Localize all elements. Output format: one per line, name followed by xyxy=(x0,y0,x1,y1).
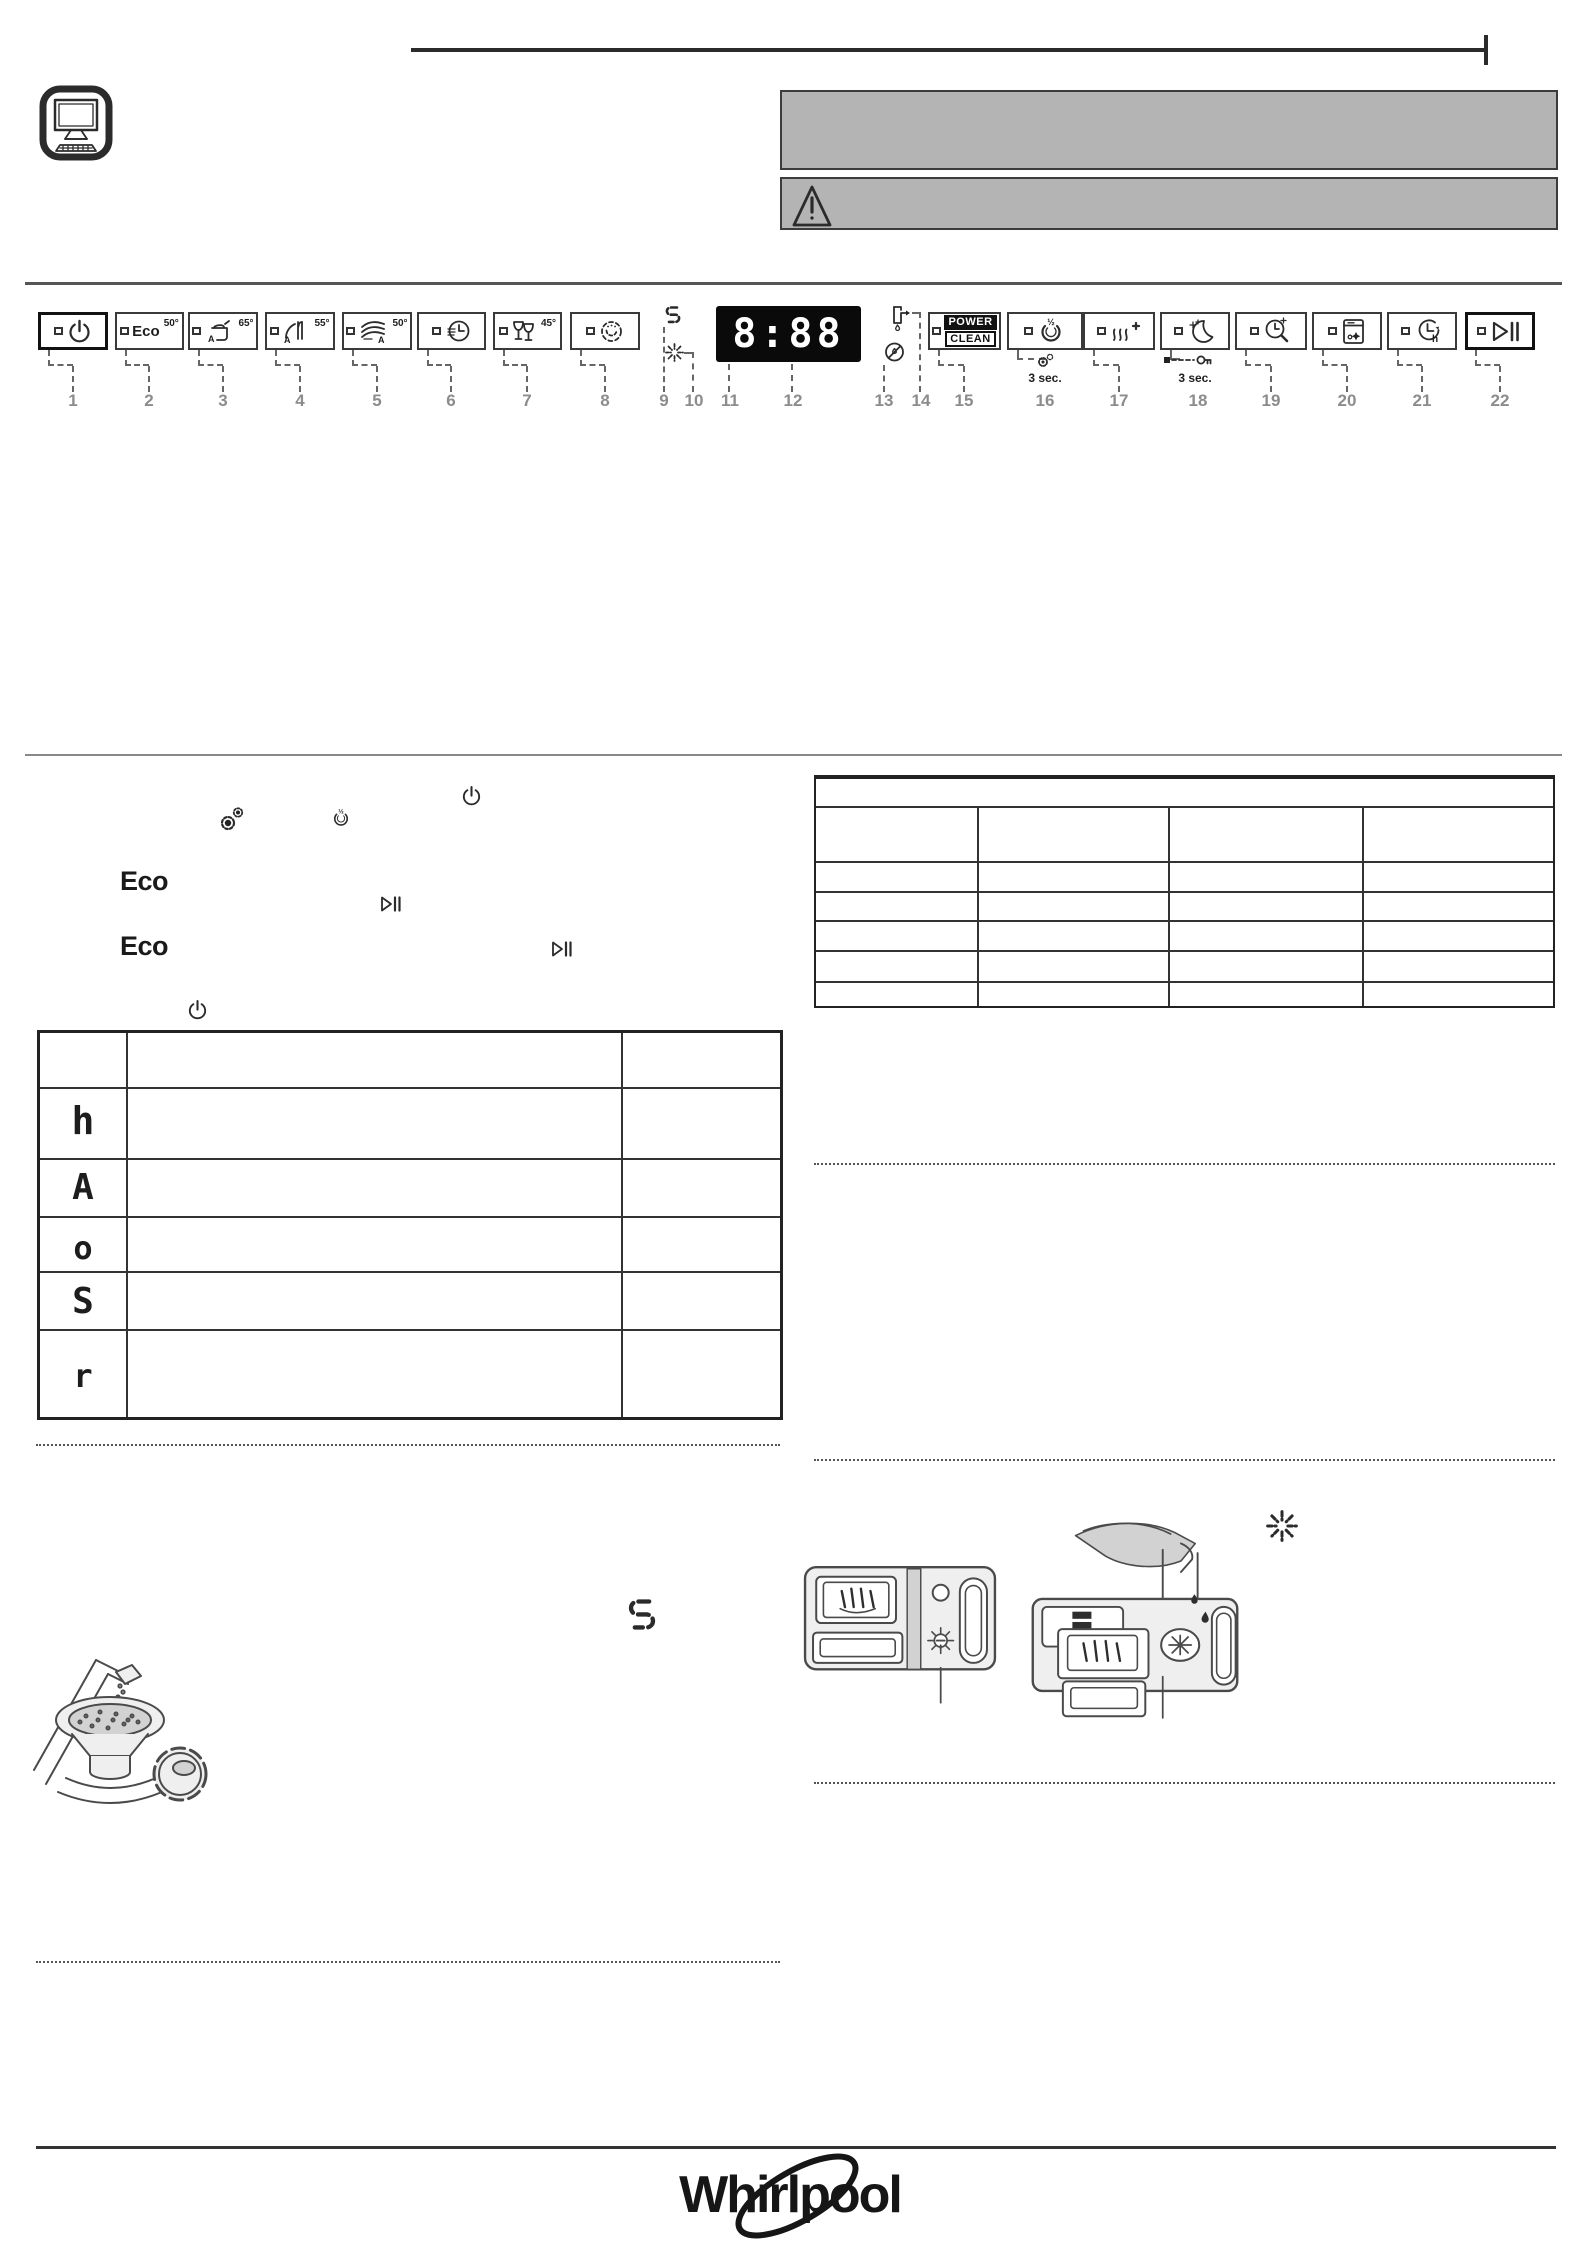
panel-number: 14 xyxy=(911,391,931,410)
connector xyxy=(1421,366,1423,392)
power-icon xyxy=(66,318,93,345)
daily-plate-clock-icon xyxy=(444,318,472,345)
top-rule-tick xyxy=(1484,35,1488,65)
intensive-pot-icon xyxy=(204,318,234,345)
power-clean-badge xyxy=(944,315,996,347)
led-indicator xyxy=(932,327,941,335)
connector xyxy=(1475,350,1500,366)
connector xyxy=(352,350,377,366)
svg-text:½: ½ xyxy=(1047,317,1055,327)
program-temp: 65° xyxy=(238,317,254,329)
led-indicator xyxy=(1024,327,1033,335)
connector xyxy=(72,366,74,392)
led-indicator xyxy=(432,327,441,335)
table-line xyxy=(40,1158,780,1160)
panel-number: 21 xyxy=(1412,391,1432,410)
panel-button-express xyxy=(1235,312,1307,350)
table-line xyxy=(816,981,1553,983)
table-line xyxy=(40,1271,780,1273)
info-box xyxy=(780,90,1558,170)
eco-label: Eco xyxy=(132,322,160,340)
detergent-dispenser-illustration xyxy=(800,1556,1000,1706)
start-pause-mini-icon xyxy=(380,896,404,912)
panel-number: 19 xyxy=(1261,391,1281,410)
connector xyxy=(222,366,224,392)
dotted-separator xyxy=(36,1961,780,1963)
panel-button-night xyxy=(1160,312,1230,350)
connector xyxy=(427,350,451,366)
led-indicator xyxy=(499,327,508,335)
panel-button-extra-dry xyxy=(1083,312,1155,350)
table-line xyxy=(977,806,979,1006)
connector xyxy=(938,350,964,366)
connector xyxy=(125,350,149,366)
fault-code: A xyxy=(72,1167,94,1208)
program-temp: 50° xyxy=(392,317,408,329)
panel-button-glasses xyxy=(493,312,562,350)
connector xyxy=(1118,366,1120,392)
panel-number: 7 xyxy=(522,391,532,410)
connector xyxy=(728,364,730,392)
key-hold-icon xyxy=(1163,352,1213,368)
half-load-icon xyxy=(1036,316,1066,346)
table-line xyxy=(816,806,1553,808)
connector xyxy=(580,350,605,366)
brand-logo xyxy=(655,2152,925,2244)
start-pause-icon xyxy=(1489,319,1523,344)
footer-rule xyxy=(36,2146,1556,2149)
power-clean-bottom-label: CLEAN xyxy=(945,331,995,347)
mixed-load-cutlery-icon xyxy=(282,318,310,345)
eco-program-name: Eco xyxy=(120,866,169,896)
warning-box xyxy=(780,177,1558,230)
soak-icon xyxy=(598,318,625,345)
panel-number: 3 xyxy=(218,391,228,410)
connector xyxy=(450,366,452,392)
half-load-mini-icon xyxy=(330,806,352,830)
display-value: 8:88 xyxy=(732,311,845,357)
computer-manual-icon xyxy=(38,84,114,162)
led-indicator xyxy=(1477,327,1486,335)
eco-program-name: Eco xyxy=(120,931,169,961)
panel-number: 1 xyxy=(68,391,78,410)
panel-number: 18 xyxy=(1188,391,1208,410)
dotted-separator xyxy=(814,1163,1555,1165)
program-temp: 45° xyxy=(540,317,557,329)
connector xyxy=(791,364,793,392)
plates-program-icon xyxy=(358,318,388,345)
dotted-separator xyxy=(36,1444,780,1446)
eco-temp: 50° xyxy=(163,317,179,329)
panel-button-eco xyxy=(115,312,184,350)
panel-button-power xyxy=(38,312,108,350)
connector xyxy=(963,366,965,392)
table-line xyxy=(816,891,1553,893)
settings-gears-icon xyxy=(219,806,245,834)
panel-number: 2 xyxy=(144,391,154,410)
rinse-aid-pouring-illustration xyxy=(1028,1518,1242,1722)
connector xyxy=(1245,350,1271,366)
connector xyxy=(883,365,885,392)
section-divider xyxy=(25,282,1562,285)
table-line xyxy=(40,1087,780,1089)
panel-number: 16 xyxy=(1035,391,1055,410)
crystal-glasses-icon xyxy=(511,318,537,345)
night-program-icon xyxy=(1186,318,1216,345)
body-divider xyxy=(25,754,1562,756)
fault-code: o xyxy=(73,1229,93,1267)
fault-code: r xyxy=(73,1357,93,1395)
panel-number: 20 xyxy=(1337,391,1357,410)
fault-code-table xyxy=(37,1030,783,1420)
led-indicator xyxy=(1097,327,1106,335)
panel-number: 17 xyxy=(1109,391,1129,410)
connector xyxy=(912,312,921,392)
panel-button-intensive xyxy=(188,312,258,350)
connector xyxy=(148,366,150,392)
time-display xyxy=(716,306,861,362)
led-indicator xyxy=(54,327,63,335)
led-indicator xyxy=(1401,327,1410,335)
table-line xyxy=(126,1033,128,1417)
program-table xyxy=(814,775,1555,1008)
salt-indicator-icon xyxy=(663,305,683,325)
warning-triangle-icon xyxy=(791,183,833,229)
connector xyxy=(198,350,223,366)
panel-number: 6 xyxy=(446,391,456,410)
panel-button-half-load xyxy=(1007,312,1083,350)
table-line xyxy=(621,1033,623,1417)
led-indicator xyxy=(270,327,279,335)
connector xyxy=(299,366,301,392)
connector xyxy=(684,352,694,392)
connector xyxy=(1499,366,1501,392)
panel-number: 22 xyxy=(1490,391,1510,410)
svg-text:A: A xyxy=(284,334,291,345)
panel-button-mixed xyxy=(265,312,335,350)
led-indicator xyxy=(192,327,201,335)
svg-text:½: ½ xyxy=(338,808,344,816)
table-line xyxy=(1362,806,1364,1006)
led-indicator xyxy=(586,327,595,335)
salt-funnel-illustration xyxy=(28,1642,224,1822)
panel-button-soak xyxy=(570,312,640,350)
panel-button-plates xyxy=(342,312,412,350)
led-indicator xyxy=(346,327,355,335)
table-line xyxy=(1168,806,1170,1006)
delay-timer-icon xyxy=(1413,317,1444,346)
panel-button-daily xyxy=(417,312,486,350)
power-mini-icon xyxy=(460,784,483,808)
tablet-detergent-icon xyxy=(1340,317,1367,346)
panel-button-power-clean xyxy=(928,312,1001,350)
rinse-aid-indicator-icon xyxy=(665,343,684,362)
tap-indicator-icon xyxy=(889,304,913,332)
connector xyxy=(526,366,528,392)
fault-code: h xyxy=(71,1099,95,1143)
led-indicator xyxy=(1250,327,1259,335)
hold-time-label: 3 sec. xyxy=(1178,371,1212,385)
panel-button-delay xyxy=(1387,312,1457,350)
panel-number: 9 xyxy=(659,391,669,410)
panel-number: 5 xyxy=(372,391,382,410)
panel-number: 10 xyxy=(684,391,704,410)
svg-text:h: h xyxy=(1431,333,1438,345)
panel-number: 4 xyxy=(295,391,305,410)
extra-dry-steam-icon xyxy=(1109,319,1141,344)
table-line xyxy=(816,950,1553,952)
table-line xyxy=(816,861,1553,863)
express-clock-icon xyxy=(1262,317,1292,345)
led-indicator xyxy=(120,327,129,335)
hold-time-label: 3 sec. xyxy=(1028,371,1062,385)
connector xyxy=(1397,350,1422,366)
connector xyxy=(503,350,527,366)
connector xyxy=(604,366,606,392)
connector xyxy=(1270,366,1272,392)
gear-hold-icon xyxy=(1035,353,1055,371)
led-indicator xyxy=(1174,327,1183,335)
panel-number: 13 xyxy=(874,391,894,410)
panel-button-tablet xyxy=(1312,312,1382,350)
water-off-indicator-icon xyxy=(883,341,907,363)
connector xyxy=(275,350,300,366)
table-line xyxy=(40,1329,780,1331)
connector xyxy=(1346,366,1348,392)
panel-number: 11 xyxy=(721,391,739,410)
led-indicator xyxy=(1328,327,1337,335)
fault-code: S xyxy=(72,1281,94,1322)
power-clean-top-label: POWER xyxy=(944,315,996,330)
panel-number: 12 xyxy=(783,391,803,410)
salt-refill-icon xyxy=(624,1596,660,1634)
dotted-separator xyxy=(814,1459,1555,1461)
connector xyxy=(376,366,378,392)
panel-button-start-pause xyxy=(1465,312,1535,350)
start-pause-mini-icon xyxy=(551,941,575,957)
table-line xyxy=(40,1216,780,1218)
connector xyxy=(48,350,73,366)
svg-text:A: A xyxy=(208,333,215,344)
power-mini-icon xyxy=(186,998,209,1022)
program-temp: 55° xyxy=(314,317,330,329)
brand-wordmark: Whirlpool xyxy=(679,2166,901,2224)
top-rule xyxy=(411,48,1488,52)
connector xyxy=(1093,350,1119,366)
panel-number: 8 xyxy=(600,391,610,410)
connector xyxy=(1322,350,1347,366)
table-line xyxy=(816,920,1553,922)
svg-text:A: A xyxy=(378,334,385,345)
dotted-separator xyxy=(814,1782,1555,1784)
rinse-aid-refill-star-icon xyxy=(1266,1510,1298,1542)
panel-number: 15 xyxy=(954,391,974,410)
